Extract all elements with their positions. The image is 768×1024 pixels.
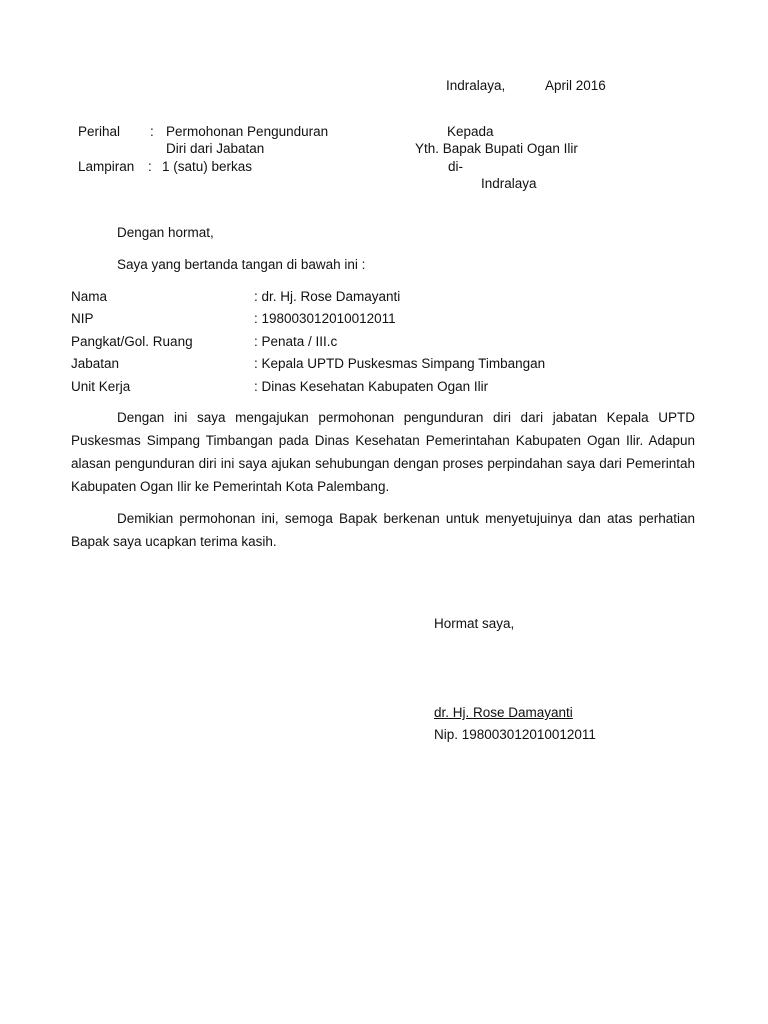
recipient-kepada: Kepada xyxy=(447,124,494,139)
signatory-nip: Nip. 198003012010012011 xyxy=(434,727,596,742)
perihal-value-line1: Permohonan Pengunduran xyxy=(166,124,329,139)
identity-label-nama: Nama xyxy=(71,289,108,304)
identity-label-pangkat: Pangkat/Gol. Ruang xyxy=(71,334,193,349)
body-paragraph-2: Demikian permohonan ini, semoga Bapak berkenan untuk menyetujuinya dan atas perhatian Bapak saya ucapkan terima kasih. xyxy=(71,511,695,549)
recipient-place: Indralaya xyxy=(481,176,537,191)
identity-label-nip: NIP xyxy=(71,311,94,326)
signatory-name: dr. Hj. Rose Damayanti xyxy=(434,705,573,720)
identity-label-jabatan: Jabatan xyxy=(71,356,120,371)
lampiran-label: Lampiran xyxy=(78,159,135,174)
lampiran-colon: : xyxy=(148,159,152,174)
perihal-label: Perihal xyxy=(78,124,121,139)
intro-line: Saya yang bertanda tangan di bawah ini : xyxy=(117,257,366,272)
recipient-di: di- xyxy=(448,159,464,174)
letter-city: Indralaya, xyxy=(446,78,506,93)
lampiran-value: 1 (satu) berkas xyxy=(162,159,253,174)
body-paragraph-1: Dengan ini saya mengajukan permohonan pengunduran diri dari jabatan Kepala UPTD Puskesmas Simpang Timbangan pada Dinas Kesehatan Pemerintahan Kabupaten Ogan Ilir. Adapun alasan pengunduran diri ini saya ajukan sehubungan dengan proses perpindahan saya dari Pemerintah Kabupaten Ogan Ilir ke Pemerintah Kota Palembang. xyxy=(71,410,695,494)
identity-value-unit-kerja: : Dinas Kesehatan Kabupaten Ogan Ilir xyxy=(254,379,489,394)
identity-value-nama: : dr. Hj. Rose Damayanti xyxy=(254,289,401,304)
recipient-name: Yth. Bapak Bupati Ogan Ilir xyxy=(415,141,578,156)
identity-value-jabatan: : Kepala UPTD Puskesmas Simpang Timbangan xyxy=(254,356,546,371)
perihal-colon: : xyxy=(150,124,154,139)
identity-value-nip: : 198003012010012011 xyxy=(254,311,396,326)
greeting: Dengan hormat, xyxy=(117,225,214,240)
closing-salutation: Hormat saya, xyxy=(434,616,515,631)
identity-value-pangkat: : Penata / III.c xyxy=(254,334,338,349)
identity-label-unit-kerja: Unit Kerja xyxy=(71,379,131,394)
letter-date: April 2016 xyxy=(545,78,606,93)
perihal-value-line2: Diri dari Jabatan xyxy=(166,141,265,156)
